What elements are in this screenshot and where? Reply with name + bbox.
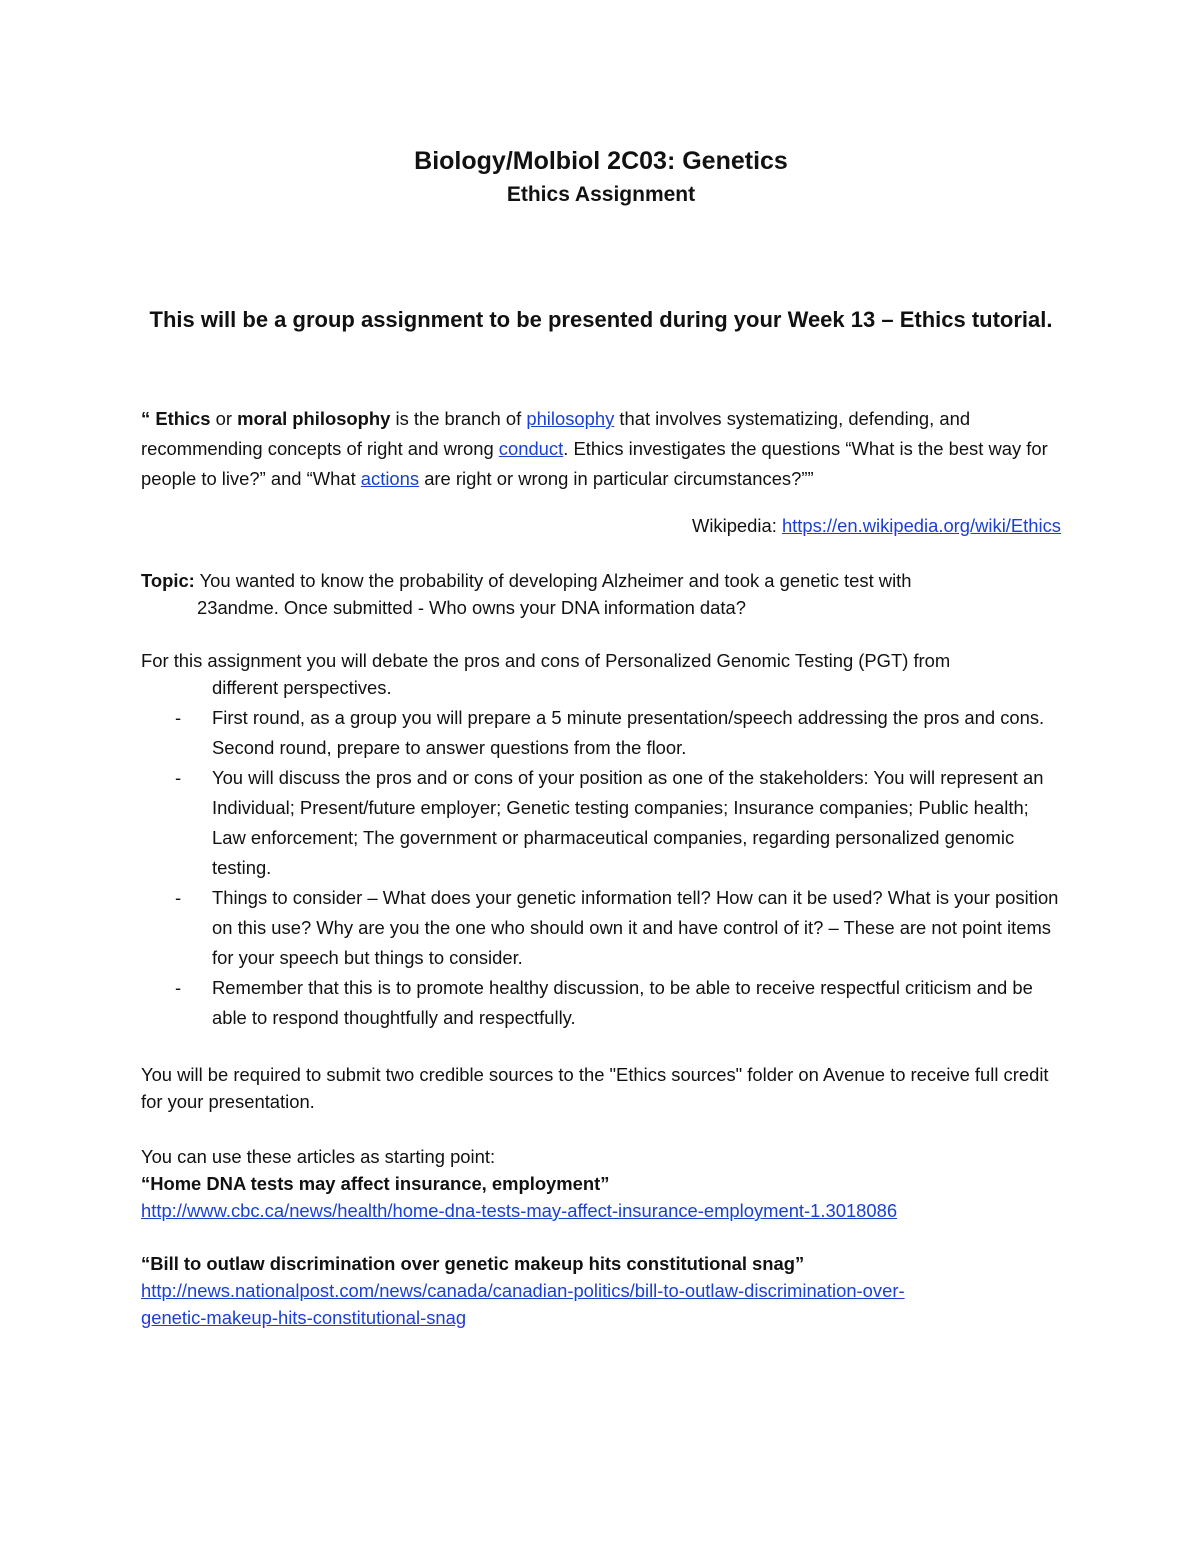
article-2 xyxy=(141,1250,1061,1331)
document-content xyxy=(141,145,1061,1331)
ethics-definition-quote xyxy=(141,404,1061,494)
bullet-dash: - xyxy=(175,977,182,998)
assignment-title: Ethics Assignment xyxy=(506,183,696,206)
bullet-dash: - xyxy=(175,767,182,788)
assignment-intro xyxy=(141,647,1061,701)
course-title: Biology/Molbiol 2C03: Genetics xyxy=(414,147,788,175)
list-item xyxy=(141,973,1061,1033)
assignment-bullet-list xyxy=(141,703,1061,1033)
article-1-link[interactable]: http://www.cbc.ca/news/health/home-dna-tests-may-affect-insurance-employment-1.3018086 xyxy=(141,1200,898,1221)
link-philosophy[interactable]: philosophy xyxy=(526,408,615,429)
topic-line-2: 23andme. Once submitted - Who owns your DNA information data? xyxy=(197,597,746,618)
assignment-line-2: different perspectives. xyxy=(212,677,392,698)
article-1-link-line xyxy=(141,1197,1061,1224)
article-2-link-part-2[interactable]: genetic-makeup-hits-constitutional-snag xyxy=(141,1307,467,1328)
articles-section xyxy=(141,1143,1061,1224)
article-2-link-part-1[interactable]: http://news.nationalpost.com/news/canada/canadian-politics/bill-to-outlaw-discrimination-over- xyxy=(141,1280,905,1301)
bullet-text: You will discuss the pros and or cons of your position as one of the stakeholders: You will represent an Individual; Present/future employer; Genetic testing companies; Insurance companies; Public health; Law enforcement; The government or pharmaceutical companies, regarding personalized genomic testing. xyxy=(212,767,1044,878)
group-assignment-notice: This will be a group assignment to be presented during your Week 13 – Ethics tutorial. xyxy=(149,307,1053,332)
quote-open-mark: “ xyxy=(141,408,156,429)
article-2-title: “Bill to outlaw discrimination over genetic makeup hits constitutional snag” xyxy=(141,1253,805,1274)
article-2-link-line-2 xyxy=(141,1304,1061,1331)
articles-intro: You can use these articles as starting point: xyxy=(141,1146,496,1167)
term-ethics: Ethics xyxy=(155,408,211,429)
bullet-text: First round, as a group you will prepare a 5 minute presentation/speech addressing the pros and cons. Second round, prepare to answer questions from the floor. xyxy=(212,707,1045,758)
assignment-line-1: For this assignment you will debate the pros and cons of Personalized Genomic Testing (PGT) from xyxy=(141,650,951,671)
article-2-link-line-1 xyxy=(141,1277,1061,1304)
bullet-text: Things to consider – What does your genetic information tell? How can it be used? What is your position on this use? Why are you the one who should own it and have control of it? – These are not point items for your speech but things to consider. xyxy=(212,887,1059,968)
quote-text-d: are right or wrong in particular circumstances?”” xyxy=(419,468,814,489)
list-item xyxy=(141,703,1061,763)
submission-requirement: You will be required to submit two credible sources to the "Ethics sources" folder on Avenue to receive full credit for your presentation. xyxy=(141,1064,1049,1112)
quote-text-a: is the branch of xyxy=(390,408,527,429)
topic-line-1: You wanted to know the probability of developing Alzheimer and took a genetic test with xyxy=(194,570,912,591)
quote-text-b: that involves systematizing, defending, and recommending concepts of right and wrong xyxy=(141,408,971,459)
bullet-dash: - xyxy=(175,887,182,908)
list-item xyxy=(141,883,1061,973)
wikipedia-link[interactable]: https://en.wikipedia.org/wiki/Ethics xyxy=(781,515,1061,536)
topic-label: Topic: xyxy=(141,570,195,591)
bullet-dash: - xyxy=(175,707,182,728)
wikipedia-label: Wikipedia: xyxy=(691,515,782,536)
wikipedia-citation xyxy=(141,511,1061,541)
quote-or: or xyxy=(210,408,238,429)
quote-text-c: . Ethics investigates the questions “What is the best way for people to live?” and “What xyxy=(141,438,1048,489)
topic-paragraph xyxy=(141,567,1061,621)
list-item xyxy=(141,763,1061,883)
term-moral-philosophy: moral philosophy xyxy=(237,408,391,429)
bullet-text: Remember that this is to promote healthy discussion, to be able to receive respectful criticism and be able to respond thoughtfully and respectfully. xyxy=(212,977,1033,1028)
article-1-title: “Home DNA tests may affect insurance, employment” xyxy=(141,1173,610,1194)
link-conduct[interactable]: conduct xyxy=(498,438,564,459)
link-actions[interactable]: actions xyxy=(360,468,420,489)
